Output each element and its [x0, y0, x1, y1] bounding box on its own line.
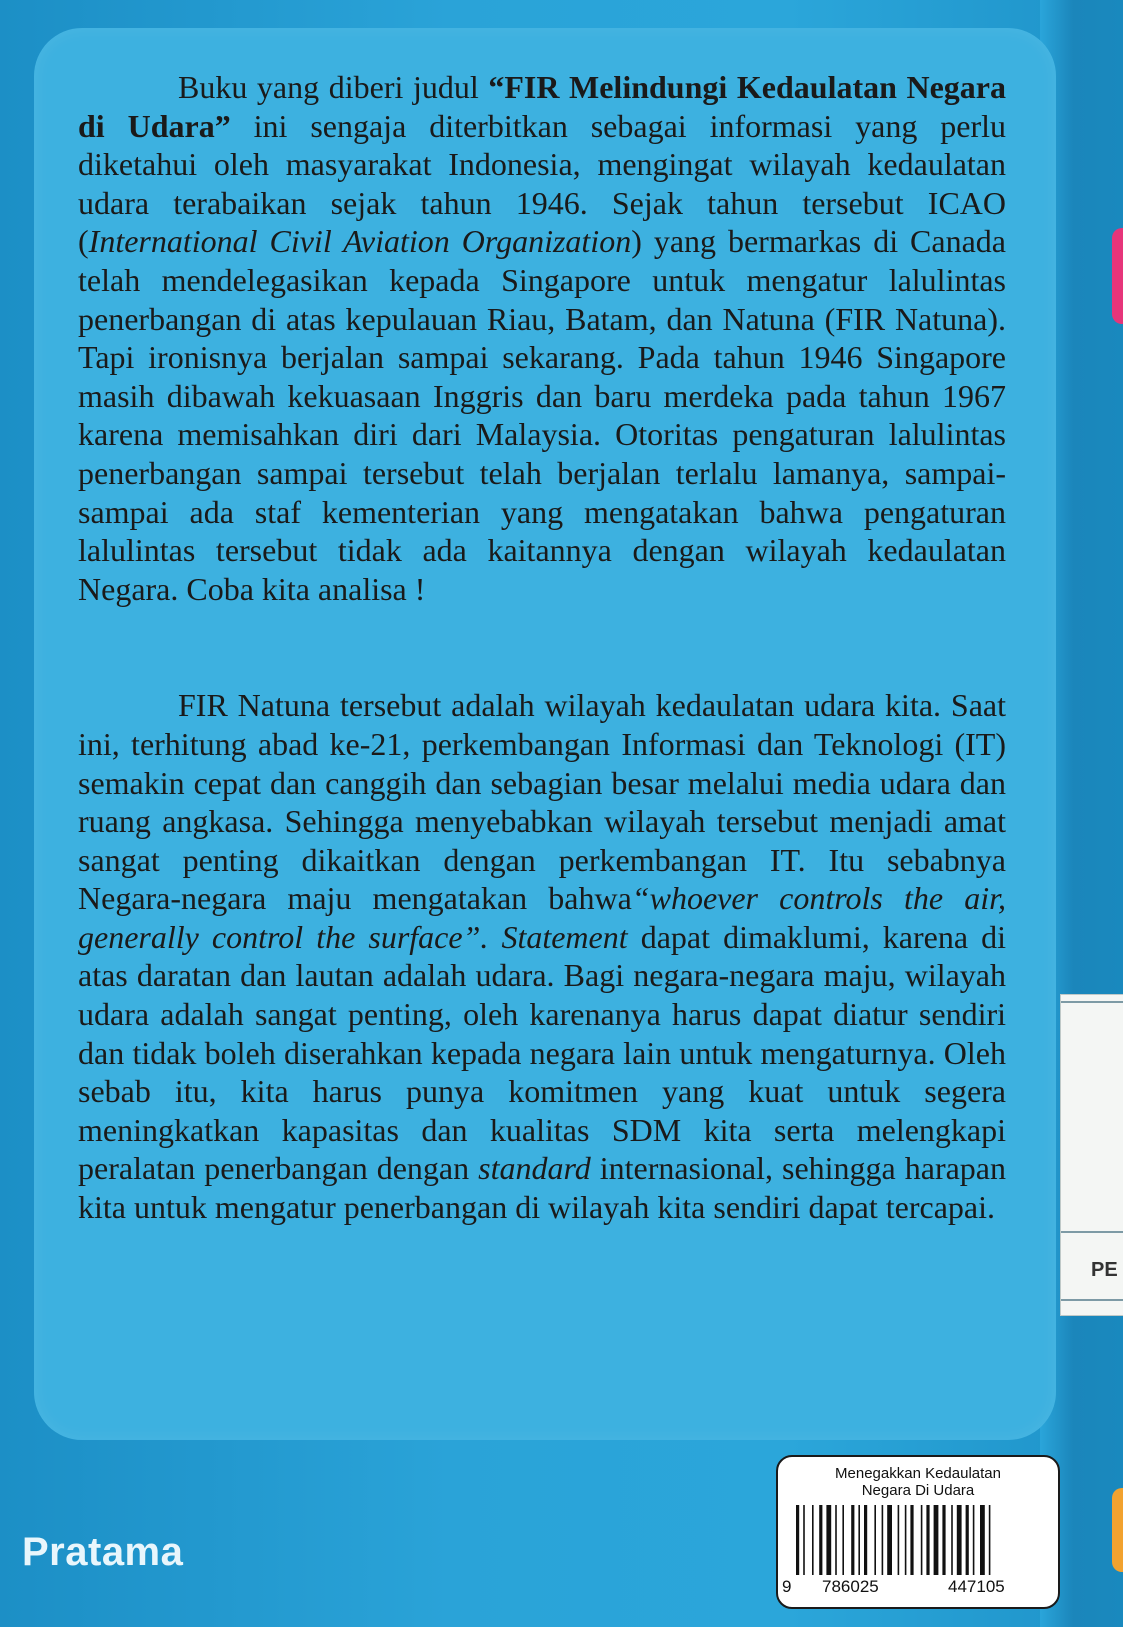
barcode-bar [812, 1505, 814, 1575]
barcode-bar [942, 1505, 945, 1575]
barcode-bar [796, 1505, 799, 1575]
barcode-digits [778, 1577, 1058, 1599]
barcode-bar [989, 1505, 991, 1575]
barcode-bar [921, 1505, 923, 1575]
label-rule [1061, 1299, 1123, 1301]
p1-part-b: ) yang bermarkas di Canada telah mendelegasikan kepada Singapore untuk mengatur lalulintas penerbangan di atas kepulauan Riau, Batam, dan Natuna (FIR Natuna). Tapi ironisnya berjalan sampai sekarang. Pada tahun 1946 Singapore masih dibawah kekuasaan Inggris dan baru merdeka pada tahun 1967 karena memisahkan diri dari Malaysia. Otoritas pengaturan lalulintas penerbangan sampai tersebut telah berjalan terlalu lamanya, sampai-sampai ada staf kementerian yang mengatakan bahwa pengaturan lalulintas tersebut tidak ada kaitannya dengan wilayah kedaulatan Negara. Coba kita analisa ! [78, 223, 1007, 607]
p2-part-a: FIR Natuna tersebut adalah wilayah kedaulatan udara kita. Saat ini, terhitung abad ke-21, perkembangan Informasi dan Teknologi (IT) semakin cepat dan canggih dan sebagian besar melalui media udara dan ruang angkasa. Sehingga menyebabkan wilayah tersebut menjadi amat sangat penting dikaitkan dengan perkembangan IT. Itu sebabnya Negara-negara maju mengatakan bahwa [78, 687, 1006, 917]
barcode-bar [910, 1505, 913, 1575]
p1-part-a: ini sengaja diterbitkan sebagai informasi yang perlu diketahui oleh masyarakat Indonesia, mengingat wilayah kedaulatan udara terabaikan sejak tahun 1946. Sejak tahun tersebut ICAO ( [78, 107, 1007, 260]
standard-word: standard [478, 1150, 591, 1187]
barcode-bar [835, 1505, 837, 1575]
barcode-digit-group-2: 447105 [948, 1577, 1005, 1596]
barcode-bar [803, 1505, 805, 1575]
barcode-digit-group-1: 786025 [822, 1577, 879, 1596]
synopsis-text [78, 68, 1006, 1227]
quote: “whoever controls the air, generally control the surface”. Statement [78, 880, 1007, 955]
barcode-bar [851, 1505, 854, 1575]
barcode-bars [794, 1505, 1042, 1575]
barcode-bar [980, 1505, 985, 1575]
synopsis-paragraph-1 [78, 68, 1006, 608]
pink-edge-tab [1112, 228, 1123, 324]
p2-part-c: internasional, sehingga harapan kita untuk mengatur penerbangan di wilayah kita sendiri dapat tercapai. [78, 1150, 1007, 1226]
book-title: “FIR Melindungi Kedaulatan Negara di Udara” [78, 69, 1007, 144]
barcode-sticker [776, 1455, 1060, 1609]
label-rule [1061, 1001, 1123, 1003]
orange-edge-tab [1112, 1488, 1123, 1572]
barcode-bar [934, 1505, 939, 1575]
barcode-bar [887, 1505, 892, 1575]
barcode-bar [898, 1505, 900, 1575]
barcode-bar [819, 1505, 822, 1575]
library-label [1060, 994, 1123, 1316]
barcode-bar [826, 1505, 831, 1575]
barcode-bar [874, 1505, 876, 1575]
barcode-bar [864, 1505, 867, 1575]
barcode-bar [926, 1505, 929, 1575]
barcode-bar [858, 1505, 860, 1575]
barcode-bar [973, 1505, 975, 1575]
label-rule [1061, 1231, 1123, 1233]
barcode-bar [951, 1505, 953, 1575]
p2-part-b: dapat dimaklumi, karena di atas daratan dan lautan adalah udara. Bagi negara-negara maju, wilayah udara adalah sangat penting, oleh karenanya harus dapat diatur sendiri dan tidak boleh diserahkan kepada negara lain untuk mengaturnya. Oleh sebab itu, kita harus punya komitmen yang kuat untuk segera meningkatkan kapasitas dan kualitas SDM kita serta melengkapi peralatan penerbangan dengan [78, 918, 1007, 1187]
barcode-bar [957, 1505, 962, 1575]
icao-full-name: International Civil Aviation Organization [88, 223, 632, 260]
publisher-name: Pratama [22, 1530, 184, 1574]
barcode-title [778, 1465, 1058, 1499]
barcode-digit-prefix: 9 [782, 1577, 792, 1596]
library-label-code: PE [1091, 1259, 1118, 1281]
synopsis-paragraph-2 [78, 686, 1006, 1226]
barcode-bar [966, 1505, 969, 1575]
barcode-title-line-2: Negara Di Udara [861, 1482, 975, 1499]
barcode-bar [882, 1505, 884, 1575]
barcode-title-line-1: Menegakkan Kedaulatan [835, 1465, 1001, 1482]
barcode-bar [842, 1505, 844, 1575]
barcode-bar [905, 1505, 907, 1575]
p1-intro: Buku yang diberi judul [178, 69, 489, 105]
